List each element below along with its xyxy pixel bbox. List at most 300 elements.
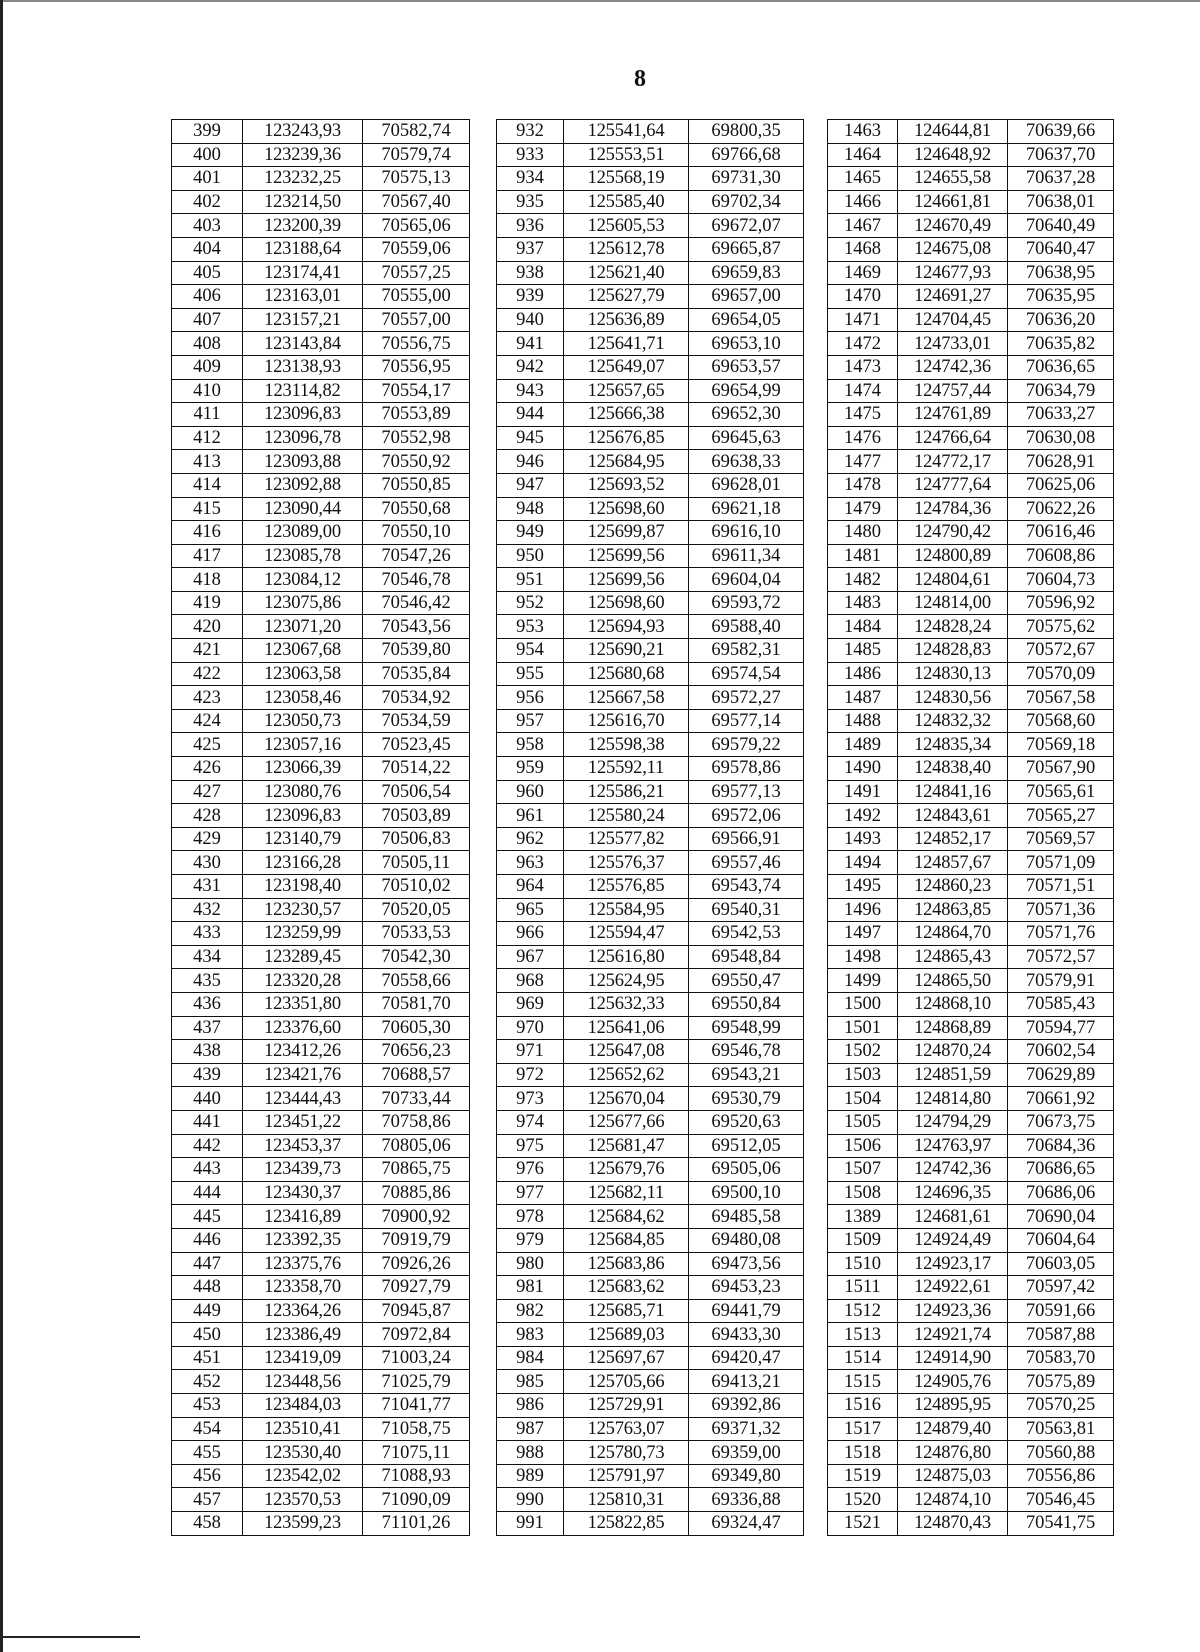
- x-coordinate-cell: 123570,53: [243, 1488, 363, 1512]
- y-coordinate-cell: 69543,21: [689, 1063, 804, 1087]
- column-group-separator: [804, 1323, 828, 1347]
- y-coordinate-cell: 70547,26: [363, 544, 470, 568]
- point-number-cell: 430: [172, 851, 243, 875]
- y-coordinate-cell: 69548,99: [689, 1016, 804, 1040]
- point-number-cell: 977: [497, 1181, 564, 1205]
- x-coordinate-cell: 123320,28: [243, 969, 363, 993]
- x-coordinate-cell: 124661,81: [898, 190, 1008, 214]
- column-group-separator: [804, 875, 828, 899]
- y-coordinate-cell: 69550,84: [689, 992, 804, 1016]
- y-coordinate-cell: 70546,45: [1008, 1488, 1114, 1512]
- point-number-cell: 1491: [828, 780, 898, 804]
- column-group-separator: [470, 615, 497, 639]
- x-coordinate-cell: 124761,89: [898, 403, 1008, 427]
- x-coordinate-cell: 124777,64: [898, 473, 1008, 497]
- y-coordinate-cell: 70684,36: [1008, 1134, 1114, 1158]
- x-coordinate-cell: 123412,26: [243, 1040, 363, 1064]
- y-coordinate-cell: 69604,04: [689, 568, 804, 592]
- point-number-cell: 444: [172, 1181, 243, 1205]
- point-number-cell: 424: [172, 709, 243, 733]
- x-coordinate-cell: 124865,50: [898, 969, 1008, 993]
- point-number-cell: 940: [497, 308, 564, 332]
- point-number-cell: 982: [497, 1299, 564, 1323]
- y-coordinate-cell: 70560,88: [1008, 1441, 1114, 1465]
- x-coordinate-cell: 125616,70: [564, 709, 689, 733]
- column-group-separator: [470, 1512, 497, 1536]
- x-coordinate-cell: 125810,31: [564, 1488, 689, 1512]
- y-coordinate-cell: 69392,86: [689, 1394, 804, 1418]
- table-row: [172, 167, 1114, 191]
- point-number-cell: 1492: [828, 804, 898, 828]
- y-coordinate-cell: 70636,20: [1008, 308, 1114, 332]
- x-coordinate-cell: 123416,89: [243, 1205, 363, 1229]
- point-number-cell: 452: [172, 1370, 243, 1394]
- scan-edge-top: [0, 0, 1200, 2]
- x-coordinate-cell: 125598,38: [564, 733, 689, 757]
- y-coordinate-cell: 69577,13: [689, 780, 804, 804]
- y-coordinate-cell: 70550,10: [363, 521, 470, 545]
- x-coordinate-cell: 125652,62: [564, 1063, 689, 1087]
- column-group-separator: [804, 922, 828, 946]
- point-number-cell: 952: [497, 591, 564, 615]
- table-row: [172, 1016, 1114, 1040]
- column-group-separator: [470, 1158, 497, 1182]
- column-group-separator: [804, 1063, 828, 1087]
- y-coordinate-cell: 70554,17: [363, 379, 470, 403]
- column-group-separator: [804, 308, 828, 332]
- y-coordinate-cell: 69653,57: [689, 355, 804, 379]
- point-number-cell: 979: [497, 1228, 564, 1252]
- table-row: [172, 851, 1114, 875]
- x-coordinate-cell: 124828,24: [898, 615, 1008, 639]
- point-number-cell: 936: [497, 214, 564, 238]
- y-coordinate-cell: 70919,79: [363, 1228, 470, 1252]
- x-coordinate-cell: 123084,12: [243, 568, 363, 592]
- x-coordinate-cell: 125594,47: [564, 922, 689, 946]
- y-coordinate-cell: 69512,05: [689, 1134, 804, 1158]
- column-group-separator: [804, 167, 828, 191]
- point-number-cell: 944: [497, 403, 564, 427]
- x-coordinate-cell: 124830,13: [898, 662, 1008, 686]
- y-coordinate-cell: 70636,65: [1008, 355, 1114, 379]
- column-group-separator: [804, 733, 828, 757]
- column-group-separator: [804, 497, 828, 521]
- y-coordinate-cell: 69654,99: [689, 379, 804, 403]
- column-group-separator: [470, 308, 497, 332]
- table-row: [172, 214, 1114, 238]
- x-coordinate-cell: 123364,26: [243, 1299, 363, 1323]
- x-coordinate-cell: 124655,58: [898, 167, 1008, 191]
- x-coordinate-cell: 125689,03: [564, 1323, 689, 1347]
- x-coordinate-cell: 125586,21: [564, 780, 689, 804]
- table-row: [172, 568, 1114, 592]
- point-number-cell: 989: [497, 1464, 564, 1488]
- x-coordinate-cell: 125684,62: [564, 1205, 689, 1229]
- column-group-separator: [804, 1417, 828, 1441]
- point-number-cell: 1468: [828, 237, 898, 261]
- point-number-cell: 449: [172, 1299, 243, 1323]
- point-number-cell: 950: [497, 544, 564, 568]
- y-coordinate-cell: 69577,14: [689, 709, 804, 733]
- y-coordinate-cell: 70559,06: [363, 237, 470, 261]
- column-group-separator: [470, 662, 497, 686]
- y-coordinate-cell: 70972,84: [363, 1323, 470, 1347]
- point-number-cell: 402: [172, 190, 243, 214]
- column-group-separator: [804, 1016, 828, 1040]
- x-coordinate-cell: 125682,11: [564, 1181, 689, 1205]
- point-number-cell: 984: [497, 1346, 564, 1370]
- point-number-cell: 455: [172, 1441, 243, 1465]
- column-group-separator: [470, 261, 497, 285]
- y-coordinate-cell: 70628,91: [1008, 450, 1114, 474]
- x-coordinate-cell: 125705,66: [564, 1370, 689, 1394]
- y-coordinate-cell: 70581,70: [363, 992, 470, 1016]
- y-coordinate-cell: 69336,88: [689, 1488, 804, 1512]
- point-number-cell: 435: [172, 969, 243, 993]
- x-coordinate-cell: 124772,17: [898, 450, 1008, 474]
- column-group-separator: [470, 1110, 497, 1134]
- column-group-separator: [470, 426, 497, 450]
- column-group-separator: [470, 709, 497, 733]
- y-coordinate-cell: 70565,06: [363, 214, 470, 238]
- x-coordinate-cell: 124895,95: [898, 1394, 1008, 1418]
- x-coordinate-cell: 123188,64: [243, 237, 363, 261]
- x-coordinate-cell: 123386,49: [243, 1323, 363, 1347]
- y-coordinate-cell: 70557,25: [363, 261, 470, 285]
- y-coordinate-cell: 70555,00: [363, 285, 470, 309]
- y-coordinate-cell: 69505,06: [689, 1158, 804, 1182]
- y-coordinate-cell: 69557,46: [689, 851, 804, 875]
- x-coordinate-cell: 125699,56: [564, 568, 689, 592]
- point-number-cell: 990: [497, 1488, 564, 1512]
- column-group-separator: [804, 285, 828, 309]
- x-coordinate-cell: 123542,02: [243, 1464, 363, 1488]
- x-coordinate-cell: 124905,76: [898, 1370, 1008, 1394]
- point-number-cell: 1484: [828, 615, 898, 639]
- point-number-cell: 450: [172, 1323, 243, 1347]
- point-number-cell: 418: [172, 568, 243, 592]
- column-group-separator: [804, 945, 828, 969]
- y-coordinate-cell: 69550,47: [689, 969, 804, 993]
- y-coordinate-cell: 70885,86: [363, 1181, 470, 1205]
- point-number-cell: 1485: [828, 639, 898, 663]
- column-group-separator: [470, 568, 497, 592]
- x-coordinate-cell: 123430,37: [243, 1181, 363, 1205]
- y-coordinate-cell: 69441,79: [689, 1299, 804, 1323]
- column-group-separator: [804, 1205, 828, 1229]
- column-group-separator: [804, 1110, 828, 1134]
- x-coordinate-cell: 123484,03: [243, 1394, 363, 1418]
- y-coordinate-cell: 70603,05: [1008, 1252, 1114, 1276]
- y-coordinate-cell: 70630,08: [1008, 426, 1114, 450]
- x-coordinate-cell: 123259,99: [243, 922, 363, 946]
- y-coordinate-cell: 70569,18: [1008, 733, 1114, 757]
- x-coordinate-cell: 124879,40: [898, 1417, 1008, 1441]
- x-coordinate-cell: 124876,80: [898, 1441, 1008, 1465]
- x-coordinate-cell: 124843,61: [898, 804, 1008, 828]
- table-row: [172, 544, 1114, 568]
- x-coordinate-cell: 125576,37: [564, 851, 689, 875]
- table-row: [172, 261, 1114, 285]
- point-number-cell: 1500: [828, 992, 898, 1016]
- point-number-cell: 1506: [828, 1134, 898, 1158]
- y-coordinate-cell: 69645,63: [689, 426, 804, 450]
- y-coordinate-cell: 70622,26: [1008, 497, 1114, 521]
- point-number-cell: 1518: [828, 1441, 898, 1465]
- y-coordinate-cell: 69520,63: [689, 1110, 804, 1134]
- y-coordinate-cell: 70604,64: [1008, 1228, 1114, 1252]
- y-coordinate-cell: 70535,84: [363, 662, 470, 686]
- point-number-cell: 1516: [828, 1394, 898, 1418]
- column-group-separator: [470, 827, 497, 851]
- x-coordinate-cell: 125697,67: [564, 1346, 689, 1370]
- x-coordinate-cell: 123063,58: [243, 662, 363, 686]
- x-coordinate-cell: 124814,00: [898, 591, 1008, 615]
- x-coordinate-cell: 123421,76: [243, 1063, 363, 1087]
- column-group-separator: [470, 591, 497, 615]
- table-row: [172, 521, 1114, 545]
- column-group-separator: [470, 1299, 497, 1323]
- x-coordinate-cell: 124757,44: [898, 379, 1008, 403]
- point-number-cell: 442: [172, 1134, 243, 1158]
- y-coordinate-cell: 70616,46: [1008, 521, 1114, 545]
- point-number-cell: 1471: [828, 308, 898, 332]
- y-coordinate-cell: 69579,22: [689, 733, 804, 757]
- point-number-cell: 413: [172, 450, 243, 474]
- point-number-cell: 976: [497, 1158, 564, 1182]
- point-number-cell: 1512: [828, 1299, 898, 1323]
- point-number-cell: 941: [497, 332, 564, 356]
- x-coordinate-cell: 125729,91: [564, 1394, 689, 1418]
- point-number-cell: 403: [172, 214, 243, 238]
- x-coordinate-cell: 125541,64: [564, 120, 689, 144]
- y-coordinate-cell: 69546,78: [689, 1040, 804, 1064]
- point-number-cell: 440: [172, 1087, 243, 1111]
- x-coordinate-cell: 123174,41: [243, 261, 363, 285]
- point-number-cell: 947: [497, 473, 564, 497]
- point-number-cell: 1503: [828, 1063, 898, 1087]
- table-row: [172, 757, 1114, 781]
- x-coordinate-cell: 123230,57: [243, 898, 363, 922]
- point-number-cell: 414: [172, 473, 243, 497]
- point-number-cell: 991: [497, 1512, 564, 1536]
- table-row: [172, 497, 1114, 521]
- y-coordinate-cell: 70688,57: [363, 1063, 470, 1087]
- x-coordinate-cell: 125632,33: [564, 992, 689, 1016]
- x-coordinate-cell: 124648,92: [898, 143, 1008, 167]
- x-coordinate-cell: 123419,09: [243, 1346, 363, 1370]
- y-coordinate-cell: 70629,89: [1008, 1063, 1114, 1087]
- x-coordinate-cell: 124868,10: [898, 992, 1008, 1016]
- point-number-cell: 1481: [828, 544, 898, 568]
- x-coordinate-cell: 124835,34: [898, 733, 1008, 757]
- point-number-cell: 1514: [828, 1346, 898, 1370]
- y-coordinate-cell: 70570,09: [1008, 662, 1114, 686]
- y-coordinate-cell: 70571,36: [1008, 898, 1114, 922]
- point-number-cell: 438: [172, 1040, 243, 1064]
- x-coordinate-cell: 125584,95: [564, 898, 689, 922]
- table-row: [172, 709, 1114, 733]
- y-coordinate-cell: 70558,66: [363, 969, 470, 993]
- x-coordinate-cell: 125693,52: [564, 473, 689, 497]
- y-coordinate-cell: 70557,00: [363, 308, 470, 332]
- x-coordinate-cell: 123453,37: [243, 1134, 363, 1158]
- y-coordinate-cell: 69665,87: [689, 237, 804, 261]
- y-coordinate-cell: 70579,74: [363, 143, 470, 167]
- table-row: [172, 591, 1114, 615]
- point-number-cell: 948: [497, 497, 564, 521]
- x-coordinate-cell: 123057,16: [243, 733, 363, 757]
- point-number-cell: 1521: [828, 1512, 898, 1536]
- y-coordinate-cell: 70594,77: [1008, 1016, 1114, 1040]
- column-group-separator: [804, 544, 828, 568]
- x-coordinate-cell: 125647,08: [564, 1040, 689, 1064]
- point-number-cell: 955: [497, 662, 564, 686]
- table-row: [172, 403, 1114, 427]
- y-coordinate-cell: 70625,06: [1008, 473, 1114, 497]
- point-number-cell: 437: [172, 1016, 243, 1040]
- y-coordinate-cell: 70571,09: [1008, 851, 1114, 875]
- column-group-separator: [470, 1087, 497, 1111]
- table-row: [172, 1252, 1114, 1276]
- point-number-cell: 406: [172, 285, 243, 309]
- column-group-separator: [804, 120, 828, 144]
- x-coordinate-cell: 124864,70: [898, 922, 1008, 946]
- point-number-cell: 446: [172, 1228, 243, 1252]
- point-number-cell: 1479: [828, 497, 898, 521]
- point-number-cell: 408: [172, 332, 243, 356]
- column-group-separator: [804, 1276, 828, 1300]
- point-number-cell: 1519: [828, 1464, 898, 1488]
- column-group-separator: [470, 167, 497, 191]
- point-number-cell: 980: [497, 1252, 564, 1276]
- x-coordinate-cell: 123451,22: [243, 1110, 363, 1134]
- table-row: [172, 237, 1114, 261]
- point-number-cell: 1478: [828, 473, 898, 497]
- column-group-separator: [804, 379, 828, 403]
- table-row: [172, 1323, 1114, 1347]
- table-row: [172, 1181, 1114, 1205]
- y-coordinate-cell: 70505,11: [363, 851, 470, 875]
- x-coordinate-cell: 125690,21: [564, 639, 689, 663]
- point-number-cell: 419: [172, 591, 243, 615]
- x-coordinate-cell: 124644,81: [898, 120, 1008, 144]
- point-number-cell: 423: [172, 686, 243, 710]
- point-number-cell: 971: [497, 1040, 564, 1064]
- column-group-separator: [470, 120, 497, 144]
- point-number-cell: 933: [497, 143, 564, 167]
- column-group-separator: [470, 1441, 497, 1465]
- x-coordinate-cell: 125624,95: [564, 969, 689, 993]
- column-group-separator: [804, 1441, 828, 1465]
- x-coordinate-cell: 125677,66: [564, 1110, 689, 1134]
- table-row: [172, 639, 1114, 663]
- point-number-cell: 961: [497, 804, 564, 828]
- x-coordinate-cell: 124766,64: [898, 426, 1008, 450]
- table-row: [172, 922, 1114, 946]
- x-coordinate-cell: 125683,86: [564, 1252, 689, 1276]
- table-row: [172, 1370, 1114, 1394]
- table-row: [172, 355, 1114, 379]
- x-coordinate-cell: 124865,43: [898, 945, 1008, 969]
- x-coordinate-cell: 124838,40: [898, 757, 1008, 781]
- x-coordinate-cell: 123198,40: [243, 875, 363, 899]
- column-group-separator: [470, 969, 497, 993]
- y-coordinate-cell: 71101,26: [363, 1512, 470, 1536]
- x-coordinate-cell: 125616,80: [564, 945, 689, 969]
- point-number-cell: 988: [497, 1441, 564, 1465]
- x-coordinate-cell: 124860,23: [898, 875, 1008, 899]
- point-number-cell: 448: [172, 1276, 243, 1300]
- x-coordinate-cell: 125763,07: [564, 1417, 689, 1441]
- x-coordinate-cell: 125694,93: [564, 615, 689, 639]
- x-coordinate-cell: 125698,60: [564, 497, 689, 521]
- table-row: [172, 875, 1114, 899]
- y-coordinate-cell: 69420,47: [689, 1346, 804, 1370]
- point-number-cell: 1473: [828, 355, 898, 379]
- point-number-cell: 1474: [828, 379, 898, 403]
- table-row: [172, 1441, 1114, 1465]
- x-coordinate-cell: 123067,68: [243, 639, 363, 663]
- point-number-cell: 399: [172, 120, 243, 144]
- column-group-separator: [804, 757, 828, 781]
- y-coordinate-cell: 70514,22: [363, 757, 470, 781]
- x-coordinate-cell: 123071,20: [243, 615, 363, 639]
- x-coordinate-cell: 125649,07: [564, 355, 689, 379]
- column-group-separator: [470, 497, 497, 521]
- x-coordinate-cell: 123510,41: [243, 1417, 363, 1441]
- x-coordinate-cell: 125780,73: [564, 1441, 689, 1465]
- column-group-separator: [470, 403, 497, 427]
- x-coordinate-cell: 123232,25: [243, 167, 363, 191]
- column-group-separator: [804, 898, 828, 922]
- x-coordinate-cell: 123376,60: [243, 1016, 363, 1040]
- column-group-separator: [804, 1228, 828, 1252]
- y-coordinate-cell: 70550,92: [363, 450, 470, 474]
- column-group-separator: [470, 780, 497, 804]
- y-coordinate-cell: 69628,01: [689, 473, 804, 497]
- x-coordinate-cell: 125684,95: [564, 450, 689, 474]
- y-coordinate-cell: 69530,79: [689, 1087, 804, 1111]
- column-group-separator: [804, 261, 828, 285]
- y-coordinate-cell: 70673,75: [1008, 1110, 1114, 1134]
- point-number-cell: 425: [172, 733, 243, 757]
- column-group-separator: [470, 686, 497, 710]
- y-coordinate-cell: 69371,32: [689, 1417, 804, 1441]
- x-coordinate-cell: 123096,78: [243, 426, 363, 450]
- x-coordinate-cell: 124923,17: [898, 1252, 1008, 1276]
- point-number-cell: 969: [497, 992, 564, 1016]
- column-group-separator: [804, 827, 828, 851]
- y-coordinate-cell: 70633,27: [1008, 403, 1114, 427]
- column-group-separator: [804, 1158, 828, 1182]
- point-number-cell: 439: [172, 1063, 243, 1087]
- x-coordinate-cell: 124691,27: [898, 285, 1008, 309]
- x-coordinate-cell: 123157,21: [243, 308, 363, 332]
- y-coordinate-cell: 70635,95: [1008, 285, 1114, 309]
- y-coordinate-cell: 69593,72: [689, 591, 804, 615]
- y-coordinate-cell: 70542,30: [363, 945, 470, 969]
- y-coordinate-cell: 70506,83: [363, 827, 470, 851]
- y-coordinate-cell: 70546,78: [363, 568, 470, 592]
- y-coordinate-cell: 70758,86: [363, 1110, 470, 1134]
- y-coordinate-cell: 70541,75: [1008, 1512, 1114, 1536]
- x-coordinate-cell: 123114,82: [243, 379, 363, 403]
- y-coordinate-cell: 70575,62: [1008, 615, 1114, 639]
- y-coordinate-cell: 69413,21: [689, 1370, 804, 1394]
- point-number-cell: 949: [497, 521, 564, 545]
- y-coordinate-cell: 70550,68: [363, 497, 470, 521]
